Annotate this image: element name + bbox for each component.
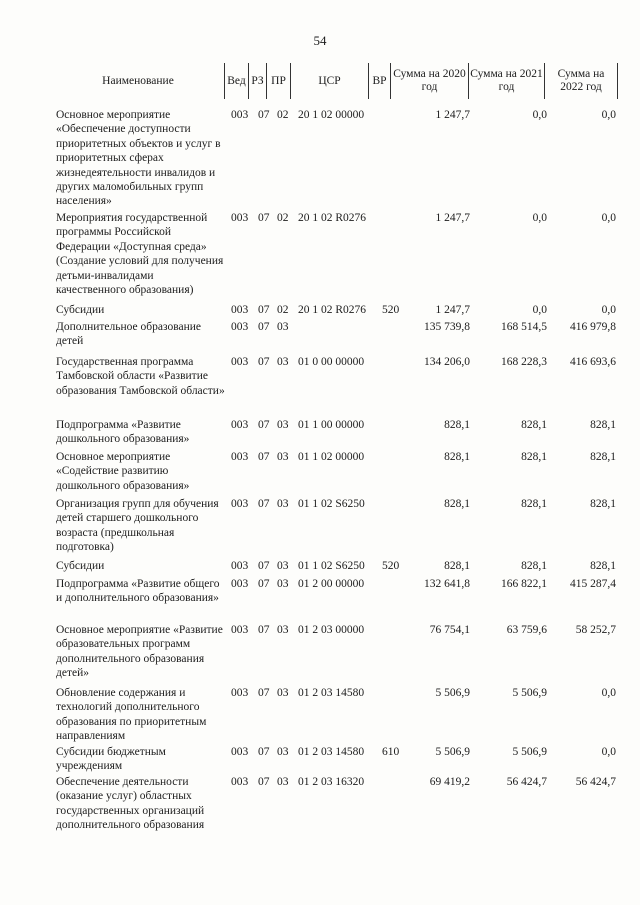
cell-s2022: 828,1: [590, 419, 616, 431]
header-csr: ЦСР: [290, 63, 368, 99]
cell-s2021: 5 506,9: [512, 746, 547, 758]
cell-s2021: 0,0: [532, 109, 547, 121]
cell-rz: 07: [258, 451, 270, 463]
cell-rz: 07: [258, 109, 270, 121]
cell-csr: 20 1 02 R0276: [298, 304, 367, 316]
cell-pr: 03: [277, 419, 289, 431]
cell-rz: 07: [258, 746, 270, 758]
cell-csr: 01 1 02 00000: [298, 451, 365, 463]
cell-s2022: 415 287,4: [570, 578, 616, 590]
cell-s2022: 0,0: [601, 109, 616, 121]
cell-ved: 003: [231, 687, 249, 699]
cell-rz: 07: [258, 578, 270, 590]
cell-rz: 07: [258, 419, 270, 431]
cell-s2020: 1 247,7: [435, 109, 470, 121]
cell-ved: 003: [231, 451, 249, 463]
cell-s2022: 828,1: [590, 560, 616, 572]
header-name: Наименование: [102, 74, 174, 87]
cell-s2020: 828,1: [444, 419, 470, 431]
cell-name: Основное мероприятие «Развитие образовательных программ дополнительного образования детей»: [56, 624, 223, 680]
cell-s2022: 0,0: [601, 212, 616, 224]
cell-s2021: 168 228,3: [501, 356, 547, 368]
cell-rz: 07: [258, 776, 270, 788]
header-sum-2021: Сумма на 2021 год: [468, 63, 544, 99]
header-sum-2020: Сумма на 2020 год: [390, 63, 468, 99]
cell-pr: 02: [277, 304, 289, 316]
cell-pr: 02: [277, 212, 289, 224]
cell-csr: 01 2 03 00000: [298, 624, 365, 636]
cell-ved: 003: [231, 624, 249, 636]
cell-s2022: 416 979,8: [570, 321, 616, 333]
cell-s2020: 1 247,7: [435, 304, 470, 316]
cell-csr: 01 2 03 14580: [298, 746, 365, 758]
cell-pr: 03: [277, 356, 289, 368]
cell-name: Субсидии бюджетным учреждениям: [56, 746, 166, 773]
cell-s2021: 0,0: [532, 304, 547, 316]
cell-pr: 03: [277, 321, 289, 333]
cell-rz: 07: [258, 687, 270, 699]
cell-vr: 610: [382, 746, 400, 758]
header-pr: ПР: [266, 63, 290, 99]
cell-s2020: 1 247,7: [435, 212, 470, 224]
cell-pr: 02: [277, 109, 289, 121]
cell-pr: 03: [277, 624, 289, 636]
cell-ved: 003: [231, 109, 249, 121]
cell-ved: 003: [231, 212, 249, 224]
cell-pr: 03: [277, 578, 289, 590]
cell-s2022: 416 693,6: [570, 356, 616, 368]
cell-name: Основное мероприятие «Содействие развитию дошкольного образования»: [56, 451, 190, 492]
cell-s2022: 828,1: [590, 498, 616, 510]
cell-name: Обеспечение деятельности (оказание услуг) областных государственных организаций дополнительного образования: [56, 776, 205, 832]
cell-s2021: 56 424,7: [506, 776, 547, 788]
cell-pr: 03: [277, 746, 289, 758]
cell-csr: 01 1 00 00000: [298, 419, 365, 431]
cell-csr: 20 1 02 00000: [298, 109, 365, 121]
cell-s2021: 63 759,6: [506, 624, 547, 636]
cell-pr: 03: [277, 560, 289, 572]
cell-s2020: 828,1: [444, 451, 470, 463]
cell-csr: 20 1 02 R0276: [298, 212, 367, 224]
cell-s2020: 135 739,8: [424, 321, 470, 333]
cell-s2021: 5 506,9: [512, 687, 547, 699]
cell-csr: 01 2 03 14580: [298, 687, 365, 699]
cell-rz: 07: [258, 304, 270, 316]
cell-s2021: 828,1: [521, 560, 547, 572]
cell-pr: 03: [277, 687, 289, 699]
cell-ved: 003: [231, 419, 249, 431]
cell-rz: 07: [258, 212, 270, 224]
cell-s2022: 0,0: [601, 304, 616, 316]
cell-s2020: 76 754,1: [429, 624, 470, 636]
cell-s2021: 828,1: [521, 498, 547, 510]
cell-csr: 01 2 03 16320: [298, 776, 365, 788]
cell-s2021: 0,0: [532, 212, 547, 224]
cell-csr: 01 0 00 00000: [298, 356, 365, 368]
cell-ved: 003: [231, 578, 249, 590]
cell-name: Мероприятия государственной программы Российской Федерации «Доступная среда» (Создание условий для получения детьми-инвалидами качественного образования): [56, 212, 224, 297]
cell-s2020: 69 419,2: [429, 776, 470, 788]
cell-name: Субсидии: [56, 560, 105, 572]
cell-pr: 03: [277, 451, 289, 463]
cell-ved: 003: [231, 321, 249, 333]
cell-ved: 003: [231, 746, 249, 758]
cell-rz: 07: [258, 560, 270, 572]
cell-s2021: 168 514,5: [501, 321, 547, 333]
cell-ved: 003: [231, 356, 249, 368]
cell-s2020: 132 641,8: [424, 578, 470, 590]
cell-rz: 07: [258, 498, 270, 510]
cell-name: Организация групп для обучения детей старшего дошкольного возраста (предшкольная подготовка): [56, 498, 219, 554]
cell-s2022: 828,1: [590, 451, 616, 463]
header-rz: РЗ: [248, 63, 266, 99]
cell-csr: 01 1 02 S6250: [298, 560, 365, 572]
cell-ved: 003: [231, 560, 249, 572]
cell-name: Субсидии: [56, 304, 105, 316]
cell-ved: 003: [231, 304, 249, 316]
cell-ved: 003: [231, 498, 249, 510]
cell-s2020: 828,1: [444, 560, 470, 572]
cell-name: Обновление содержания и технологий дополнительного образования по приоритетным направлениям: [56, 687, 207, 743]
cell-s2021: 828,1: [521, 419, 547, 431]
page-number: 54: [313, 33, 327, 48]
cell-s2022: 0,0: [601, 746, 616, 758]
cell-csr: 01 2 00 00000: [298, 578, 365, 590]
cell-rz: 07: [258, 624, 270, 636]
cell-s2020: 134 206,0: [424, 356, 470, 368]
cell-name: Подпрограмма «Развитие дошкольного образования»: [56, 419, 190, 446]
cell-csr: 01 1 02 S6250: [298, 498, 365, 510]
header-sum-2022: Сумма на 2022 год: [544, 63, 618, 99]
cell-name: Подпрограмма «Развитие общего и дополнительного образования»: [56, 578, 220, 605]
header-vr: ВР: [368, 63, 390, 99]
cell-s2022: 56 424,7: [575, 776, 616, 788]
cell-name: Государственная программа Тамбовской области «Развитие образования Тамбовской области»: [56, 356, 225, 397]
cell-s2022: 58 252,7: [575, 624, 616, 636]
cell-s2022: 0,0: [601, 687, 616, 699]
cell-rz: 07: [258, 321, 270, 333]
cell-ved: 003: [231, 776, 249, 788]
cell-s2020: 5 506,9: [435, 746, 470, 758]
cell-s2021: 166 822,1: [501, 578, 547, 590]
cell-s2020: 828,1: [444, 498, 470, 510]
cell-s2020: 5 506,9: [435, 687, 470, 699]
cell-name: Дополнительное образование детей: [56, 321, 202, 348]
header-ved: Вед: [224, 63, 248, 99]
cell-pr: 03: [277, 498, 289, 510]
cell-rz: 07: [258, 356, 270, 368]
cell-vr: 520: [382, 560, 400, 572]
cell-vr: 520: [382, 304, 400, 316]
cell-name: Основное мероприятие «Обеспечение доступности приоритетных объектов и услуг в приоритетных сферах жизнедеятельности инвалидов и других маломобильных групп населения»: [56, 109, 221, 208]
cell-s2021: 828,1: [521, 451, 547, 463]
cell-pr: 03: [277, 776, 289, 788]
